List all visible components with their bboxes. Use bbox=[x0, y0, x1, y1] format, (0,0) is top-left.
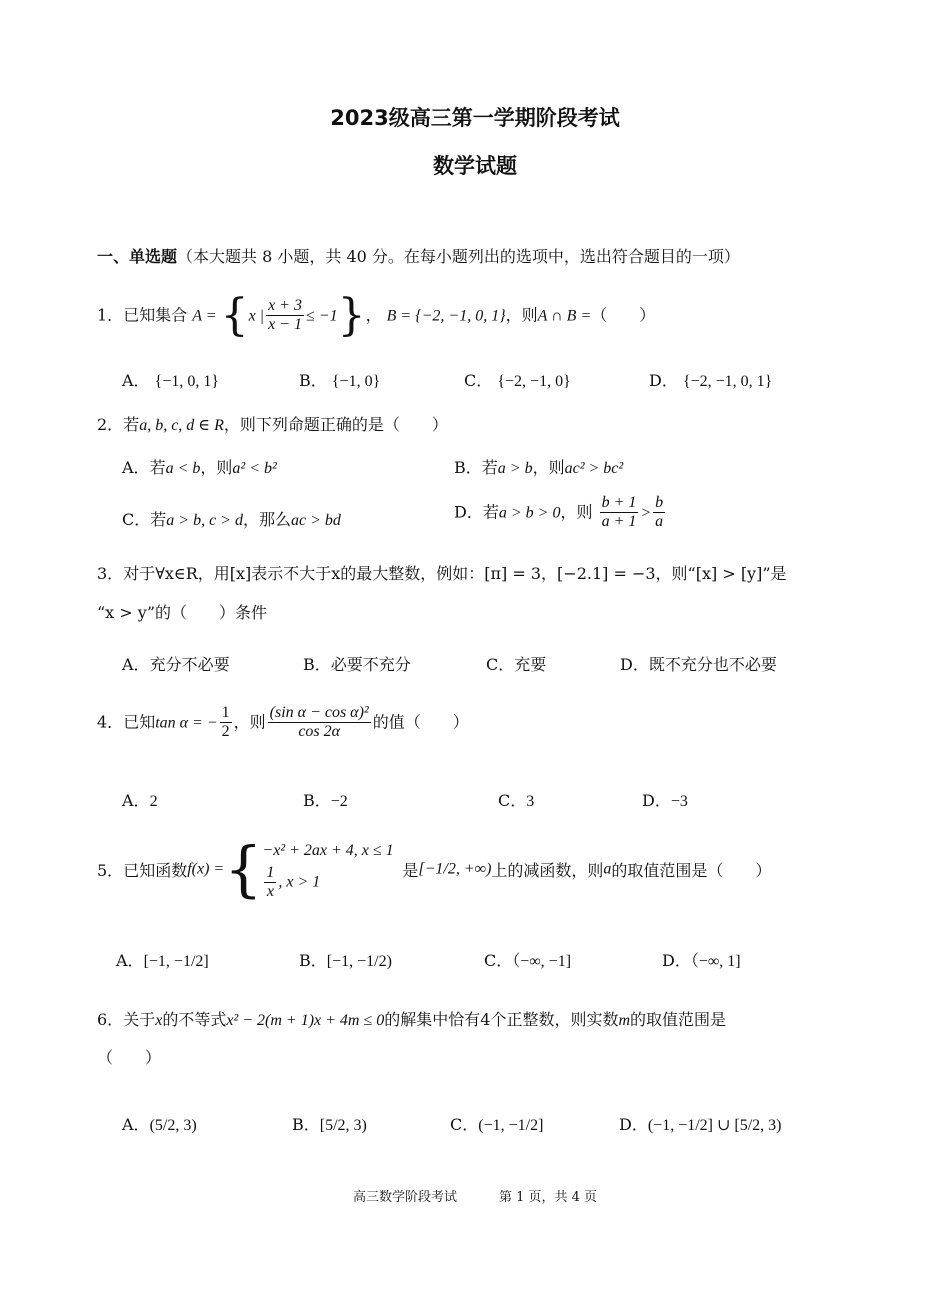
option-label: C． bbox=[486, 655, 515, 674]
q3-option-c bbox=[486, 652, 546, 675]
option-res: ac > bd bbox=[290, 512, 341, 529]
q6-option-d bbox=[619, 1112, 782, 1135]
section-note: （本大题共 8 小题，共 40 分。在每小题列出的选项中，选出符合题目的一项） bbox=[177, 247, 740, 266]
option-label: C． bbox=[484, 951, 513, 970]
q4-stem-c: 的值（ ） bbox=[372, 712, 469, 732]
option-text: [5/2, 3) bbox=[319, 1117, 367, 1134]
q1-stem-b: ，则 bbox=[505, 305, 538, 325]
question-6 bbox=[97, 1007, 726, 1030]
q5-option-c bbox=[484, 948, 571, 971]
q6-var-x: x bbox=[155, 1012, 163, 1029]
option-label: C． bbox=[464, 371, 493, 390]
q4-stem-b: ，则 bbox=[233, 712, 266, 732]
option-pre: 若 bbox=[149, 458, 166, 477]
question-3 bbox=[97, 561, 787, 584]
q5-stem-c: 上的减函数，则 bbox=[491, 861, 604, 881]
option-mid: ，那么 bbox=[242, 510, 291, 529]
q2-d-fraction-1 bbox=[600, 494, 639, 532]
question-4 bbox=[97, 704, 469, 742]
q1-frac-num: x + 3 bbox=[266, 297, 304, 316]
option-label: A． bbox=[122, 371, 150, 390]
option-label: D． bbox=[649, 371, 678, 390]
option-cond: a > b, c > d bbox=[166, 512, 243, 529]
question-5: 5．已知函数f(x) ={ −x² + 2ax + 4, x ≤ 1 $\frac{1}{x}$ , x > 1 是[−1/2, +∞)上的减函数，则a的取值范围是（ ） bbox=[97, 834, 772, 905]
q1-option-d bbox=[649, 368, 772, 391]
q2-option-d bbox=[454, 494, 667, 532]
question-6-line-2 bbox=[97, 1045, 161, 1068]
option-text: {−2, −1, 0, 1} bbox=[682, 373, 773, 390]
option-text: （−∞, −1] bbox=[512, 953, 572, 970]
q5-cases bbox=[262, 838, 402, 901]
frac-num: b bbox=[653, 494, 665, 513]
section-heading bbox=[97, 244, 740, 267]
q3-option-b bbox=[303, 652, 411, 675]
q5-number: 5． bbox=[97, 861, 124, 881]
option-label: A． bbox=[122, 655, 150, 674]
q1-option-b bbox=[299, 368, 380, 391]
exam-subtitle: 数学试题 bbox=[433, 154, 517, 178]
q6-var-m: m bbox=[618, 1012, 631, 1029]
q3-option-d bbox=[620, 652, 777, 675]
page-footer bbox=[0, 1186, 950, 1205]
option-label: D． bbox=[619, 1115, 648, 1134]
option-text: {−2, −1, 0} bbox=[497, 373, 571, 390]
q1-set-b: B = {−2, −1, 0, 1} bbox=[386, 307, 506, 325]
q4-stem: 已知 bbox=[123, 712, 156, 732]
option-label: B． bbox=[454, 458, 482, 477]
q6-number: 6． bbox=[97, 1010, 124, 1029]
option-text: (−1, −1/2] ∪ [5/2, 3) bbox=[647, 1117, 782, 1134]
frac-den: a + 1 bbox=[601, 513, 637, 531]
option-text: −2 bbox=[330, 793, 348, 810]
frac-den: 2 bbox=[221, 723, 230, 741]
q1-option-c bbox=[464, 368, 571, 391]
frac-num: b + 1 bbox=[600, 494, 639, 513]
option-label: B． bbox=[299, 371, 327, 390]
option-text: 3 bbox=[526, 793, 535, 810]
q5-stem: 已知函数 bbox=[123, 861, 188, 881]
option-mid: ，则 bbox=[200, 458, 233, 477]
option-text: 必要不充分 bbox=[330, 655, 411, 674]
q3-line-1: 对于∀x∈R，用[x]表示不大于x的最大整数，例如：[π] = 3，[−2.1] = −3，则“[x] > [y]”是 bbox=[123, 564, 787, 583]
exam-title: 2023级高三第一学期阶段考试 bbox=[330, 106, 620, 130]
q3-line-2: “x > y”的（ ）条件 bbox=[97, 603, 268, 622]
frac-num: (sin α − cos α)² bbox=[268, 704, 371, 723]
option-label: C． bbox=[450, 1115, 479, 1134]
q5-stem-b: 是 bbox=[402, 861, 419, 881]
option-label: B． bbox=[303, 655, 331, 674]
option-pre: 若 bbox=[150, 510, 167, 529]
q1-relation: ≤ −1 bbox=[305, 307, 338, 325]
q4-tan-fraction bbox=[220, 704, 232, 742]
option-label: D． bbox=[454, 502, 483, 522]
option-pre: 若 bbox=[482, 502, 499, 522]
option-text: 充要 bbox=[514, 655, 547, 674]
option-label: B． bbox=[303, 791, 331, 810]
q2-option-b bbox=[454, 455, 623, 478]
option-label: D． bbox=[642, 791, 671, 810]
frac-den: a bbox=[655, 513, 664, 531]
option-cond: a > b bbox=[497, 460, 533, 477]
option-text: 充分不必要 bbox=[149, 655, 230, 674]
q1-set-a-lhs: A = bbox=[192, 307, 221, 325]
q6-blank: （ ） bbox=[97, 1048, 162, 1067]
option-label: A． bbox=[122, 791, 150, 810]
q6-stem-c: 的解集中恰有4个正整数，则实数 bbox=[384, 1010, 619, 1029]
q2-option-c bbox=[122, 507, 341, 530]
q3-option-a bbox=[122, 652, 230, 675]
option-text: （−∞, 1] bbox=[690, 953, 741, 970]
q6-stem-d: 的取值范围是 bbox=[630, 1010, 727, 1029]
q6-inequality: x² − 2(m + 1)x + 4m ≤ 0 bbox=[226, 1012, 385, 1029]
q3-number: 3． bbox=[97, 564, 124, 583]
frac-relation: > bbox=[640, 504, 652, 522]
option-label: C． bbox=[498, 791, 527, 810]
section-title: 一、单选题 bbox=[97, 247, 178, 266]
q5-case-2-cond: , x > 1 bbox=[278, 873, 321, 891]
frac-num: 1 bbox=[220, 704, 232, 723]
q6-option-a bbox=[122, 1112, 197, 1135]
question-1: 1．已知集合 A = {x | $\frac{x + 3}{x - 1}$ ≤ −1}， B = {−2, −1, 0, 1}，则A ∩ B =（ ） bbox=[97, 290, 656, 341]
option-text: (−1, −1/2] bbox=[478, 1117, 544, 1134]
q4-expression bbox=[268, 704, 371, 742]
option-label: D． bbox=[620, 655, 649, 674]
option-label: A． bbox=[122, 458, 150, 477]
q6-option-c bbox=[450, 1112, 543, 1135]
q5-option-b bbox=[299, 948, 392, 971]
q1-option-a bbox=[122, 368, 219, 391]
q5-function: f(x) = bbox=[187, 860, 225, 878]
q1-set-a-var: x | bbox=[248, 307, 265, 325]
q1-number: 1． bbox=[97, 305, 124, 325]
q4-number: 4． bbox=[97, 712, 124, 732]
q4-option-d bbox=[642, 788, 688, 811]
q1-fraction bbox=[266, 297, 304, 335]
frac-den: x bbox=[266, 882, 274, 900]
footer-exam-name: 高三数学阶段考试 bbox=[352, 1190, 457, 1205]
frac-num: 1 bbox=[264, 864, 276, 883]
q1-expression: A ∩ B = bbox=[537, 307, 592, 325]
q1-frac-den: x − 1 bbox=[268, 316, 302, 334]
option-text: {−1, 0, 1} bbox=[154, 373, 220, 390]
option-mid: ，则 bbox=[532, 458, 565, 477]
option-mid: ，则 bbox=[560, 502, 593, 522]
q4-option-c bbox=[498, 788, 534, 811]
q5-option-a bbox=[116, 948, 209, 971]
q6-option-b bbox=[292, 1112, 367, 1135]
option-text: [−1, −1/2] bbox=[143, 953, 209, 970]
option-label: B． bbox=[292, 1115, 320, 1134]
q5-interval: [−1/2, +∞) bbox=[418, 860, 492, 878]
q5-var: a bbox=[603, 860, 612, 878]
option-text: −3 bbox=[670, 793, 688, 810]
q5-stem-d: 的取值范围是（ ） bbox=[611, 861, 772, 881]
q4-tan: tan α = − bbox=[155, 714, 218, 732]
q5-case-1: −x² + 2ax + 4, x ≤ 1 bbox=[262, 842, 394, 859]
option-text: [−1, −1/2) bbox=[326, 953, 392, 970]
frac-den: cos 2α bbox=[298, 723, 341, 741]
q2-stem: 若 bbox=[123, 415, 140, 434]
q2-d-fraction-2 bbox=[653, 494, 665, 532]
option-res: ac² > bc² bbox=[564, 460, 624, 477]
q4-option-b bbox=[303, 788, 348, 811]
q6-stem: 关于 bbox=[123, 1010, 156, 1029]
q2-vars: a, b, c, d ∈ R bbox=[139, 417, 224, 434]
option-cond: a < b bbox=[165, 460, 201, 477]
q1-stem: 已知集合 bbox=[123, 305, 188, 325]
option-label: A． bbox=[122, 1115, 150, 1134]
q2-stem-b: ，则下列命题正确的是（ ） bbox=[223, 415, 448, 434]
q6-stem-b: 的不等式 bbox=[162, 1010, 227, 1029]
q2-number: 2． bbox=[97, 415, 124, 434]
option-label: A． bbox=[116, 951, 144, 970]
question-3-line-2 bbox=[97, 600, 267, 623]
q5-option-d bbox=[662, 948, 741, 971]
option-text: {−1, 0} bbox=[331, 373, 381, 390]
option-res: a² < b² bbox=[232, 460, 277, 477]
q5-case-2 bbox=[262, 864, 402, 902]
q2-option-a bbox=[122, 455, 277, 478]
footer-page-number: 第 1 页，共 4 页 bbox=[498, 1190, 598, 1205]
option-label: C． bbox=[122, 510, 151, 529]
option-label: D． bbox=[662, 951, 691, 970]
option-text: 2 bbox=[149, 793, 158, 810]
q4-option-a bbox=[122, 788, 158, 811]
option-cond: a > b > 0 bbox=[498, 504, 561, 522]
option-label: B． bbox=[299, 951, 327, 970]
option-text: (5/2, 3) bbox=[149, 1117, 197, 1134]
option-pre: 若 bbox=[481, 458, 498, 477]
q1-blank: （ ） bbox=[591, 305, 656, 325]
option-text: 既不充分也不必要 bbox=[648, 655, 777, 674]
question-2 bbox=[97, 412, 448, 435]
